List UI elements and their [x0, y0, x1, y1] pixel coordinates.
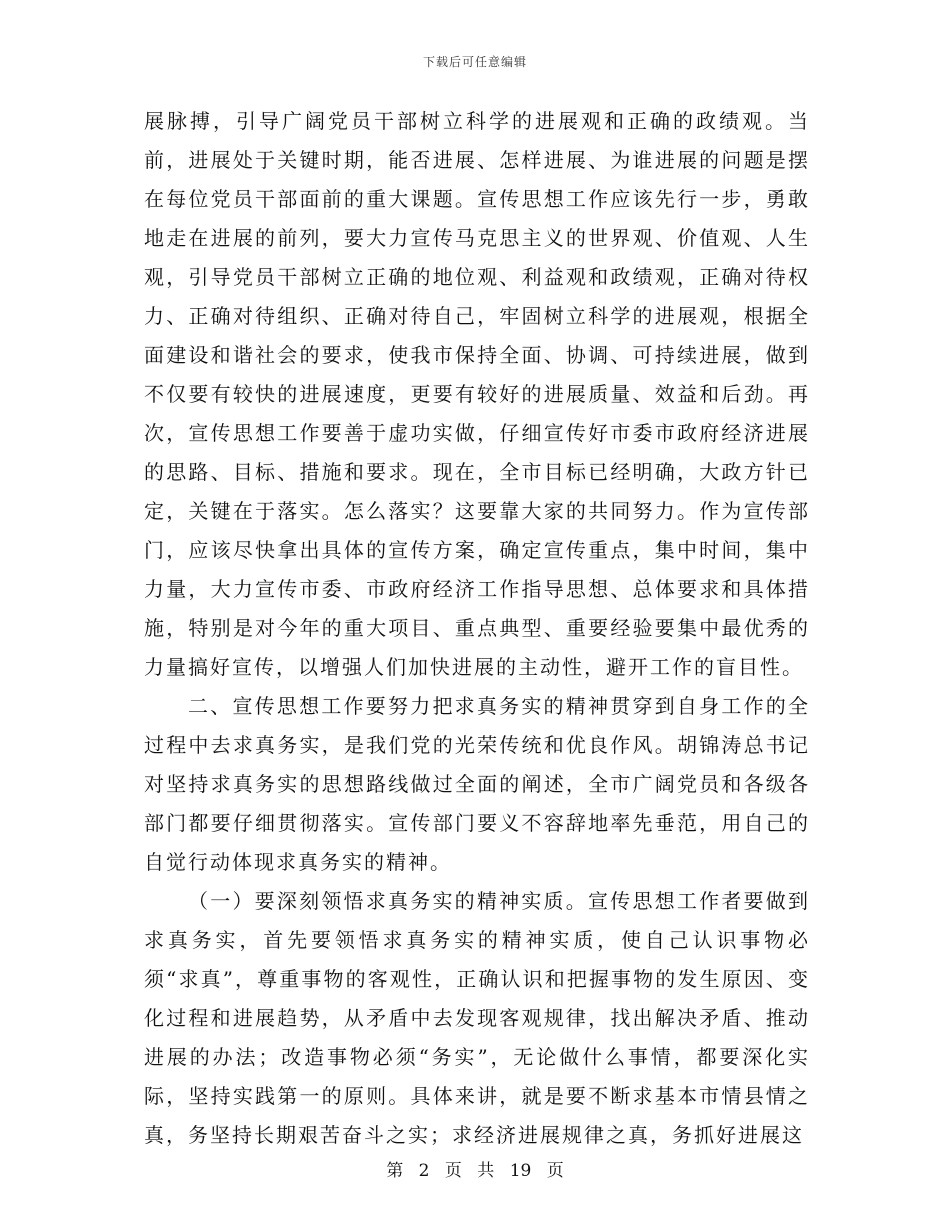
footer-page-word: 页	[444, 1161, 462, 1181]
footer-current-page: 2	[418, 1161, 430, 1181]
footer-prefix: 第	[386, 1161, 404, 1181]
footer-suffix: 页	[546, 1161, 564, 1181]
paragraph-1: 展脉搏，引导广阔党员干部树立科学的进展观和正确的政绩观。当前，进展处于关键时期，能否进展、怎样进展、为谁进展的问题是摆在每位党员干部面前的重大课题。宣传思想工作应该先行一步，勇敢地走在进展的前列，要大力宣传马克思主义的世界观、价值观、人生观，引导党员干部树立正确的地位观、利益观和政绩观，正确对待权力、正确对待组织、正确对待自己，牢固树立科学的进展观，根据全面建设和谐社会的要求，使我市保持全面、协调、可持续进展，做到不仅要有较快的进展速度，更要有较好的进展质量、效益和后劲。再次，宣传思想工作要善于虚功实做，仔细宣传好市委市政府经济进展的思路、目标、措施和要求。现在，全市目标已经明确，大政方针已定，关键在于落实。怎么落实？这要靠大家的共同努力。作为宣传部门，应该尽快拿出具体的宣传方案，确定宣传重点，集中时间，集中力量，大力宣传市委、市政府经济工作指导思想、总体要求和具体措施，特别是对今年的重大项目、重点典型、重要经验要集中最优秀的力量搞好宣传，以增强人们加快进展的主动性，避开工作的盲目性。	[144, 109, 810, 679]
page-footer	[0, 1156, 950, 1181]
document-body	[144, 102, 810, 1155]
footer-connector: 共	[477, 1161, 495, 1181]
paragraph-3: （一）要深刻领悟求真务实的精神实质。宣传思想工作者要做到求真务实，首先要领悟求真务实的精神实质，使自己认识事物必须“求真”，尊重事物的客观性，正确认识和把握事物的发生原因、变化过程和进展趋势，从矛盾中去发现客观规律，找出解决矛盾、推动进展的办法；改造事物必须“务实”，无论做什么事情，都要深化实际，坚持实践第一的原则。具体来讲，就是要不断求基本市情县情之真，务坚持长期艰苦奋斗之实；求经济进展规律之真，务抓好进展这	[144, 889, 810, 1147]
footer-total-pages: 19	[509, 1161, 532, 1181]
page-header-note: 下载后可任意编辑	[422, 55, 527, 69]
paragraph-2: 二、宣传思想工作要努力把求真务实的精神贯穿到自身工作的全过程中去求真务实，是我们党的光荣传统和优良作风。胡锦涛总书记对坚持求真务实的思想路线做过全面的阐述，全市广阔党员和各级各部门都要仔细贯彻落实。宣传部门要义不容辞地率先垂范，用自己的自觉行动体现求真务实的精神。	[144, 694, 810, 874]
